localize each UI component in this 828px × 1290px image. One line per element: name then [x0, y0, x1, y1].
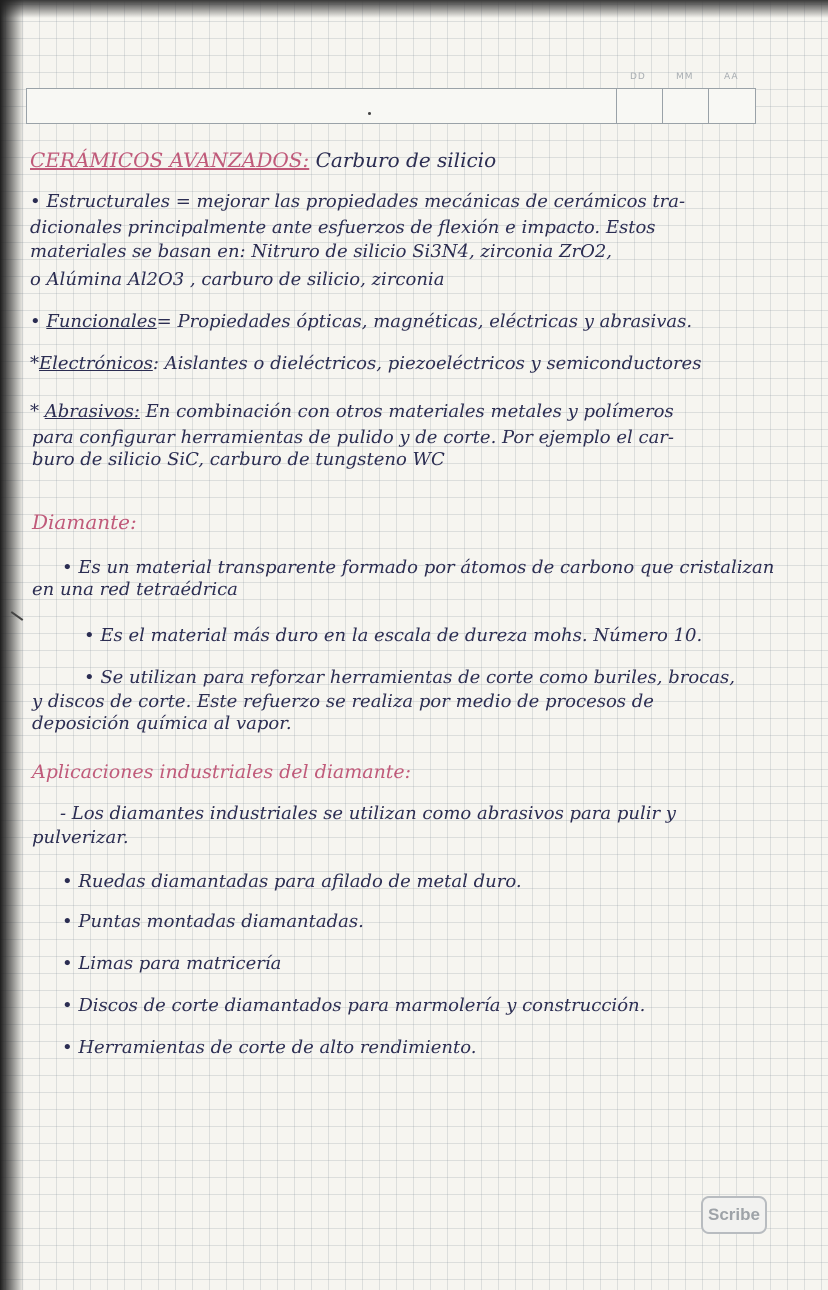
scribe-logo: Scribe	[701, 1196, 767, 1234]
line-3: materiales se basan en: Nitruro de silicio Si3N4, zirconia ZrO2,	[30, 241, 613, 262]
line-8: para configurar herramientas de pulido y de corte. Por ejemplo el car-	[32, 427, 674, 448]
aplicaciones-heading: Aplicaciones industriales del diamante:	[32, 761, 412, 783]
abrasivos-label: Abrasivos:	[44, 401, 140, 422]
bullet-ruedas: • Ruedas diamantadas para afilado de metal duro.	[62, 871, 522, 892]
diamante-heading: Diamante:	[32, 510, 137, 534]
funcionales-text: = Propiedades ópticas, magnéticas, eléctricas y abrasivas.	[156, 311, 693, 332]
bullet-puntas: • Puntas montadas diamantadas.	[62, 911, 364, 932]
bullet-limas: • Limas para matricería	[62, 953, 282, 974]
line-4: o Alúmina Al2O3 , carburo de silicio, zirconia	[30, 269, 445, 290]
bullet: •	[30, 311, 47, 332]
line-electronicos	[30, 354, 701, 374]
asterisk: *	[30, 353, 39, 374]
diamante-line-5: y discos de corte. Este refuerzo se realiza por medio de procesos de	[32, 691, 654, 712]
date-label-day: DD	[630, 72, 646, 82]
diamante-line-6: deposición química al vapor.	[32, 713, 292, 734]
electronicos-label: Electrónicos	[39, 353, 153, 374]
line-2: dicionales principalmente ante esfuerzos de flexión e impacto. Estos	[30, 217, 656, 238]
funcionales-label: Funcionales	[46, 311, 157, 332]
title-line	[30, 150, 496, 170]
line-abrasivos	[30, 402, 674, 422]
line-funcionales	[30, 312, 692, 332]
bullet-discos: • Discos de corte diamantados para marmolería y construcción.	[62, 995, 646, 1016]
diamante-line-3: • Es el material más duro en la escala de dureza mohs. Número 10.	[84, 625, 703, 646]
abrasivos-text: En combinación con otros materiales metales y polímeros	[139, 401, 674, 422]
line-9: buro de silicio SiC, carburo de tungsteno WC	[32, 449, 445, 470]
diamante-line-4: • Se utilizan para reforzar herramientas de corte como buriles, brocas,	[84, 667, 735, 688]
electronicos-text: : Aislantes o dieléctricos, piezoeléctricos y semiconductores	[152, 353, 702, 374]
bullet-herramientas: • Herramientas de corte de alto rendimiento.	[62, 1037, 477, 1058]
asterisk: *	[30, 401, 45, 422]
date-label-year: AA	[724, 72, 739, 82]
title-carburo: Carburo de silicio	[309, 148, 497, 172]
line-estructurales: • Estructurales = mejorar las propiedades mecánicas de cerámicos tra-	[30, 191, 686, 212]
title-ceramicos: CERÁMICOS AVANZADOS:	[30, 148, 310, 172]
diamante-line-2: en una red tetraédrica	[32, 579, 238, 600]
diamante-line-1: • Es un material transparente formado por átomos de carbono que cristalizan	[62, 557, 775, 578]
date-label-month: MM	[676, 72, 694, 82]
aplicaciones-line-2: pulverizar.	[32, 827, 129, 848]
aplicaciones-line-1: - Los diamantes industriales se utilizan como abrasivos para pulir y	[60, 803, 676, 824]
